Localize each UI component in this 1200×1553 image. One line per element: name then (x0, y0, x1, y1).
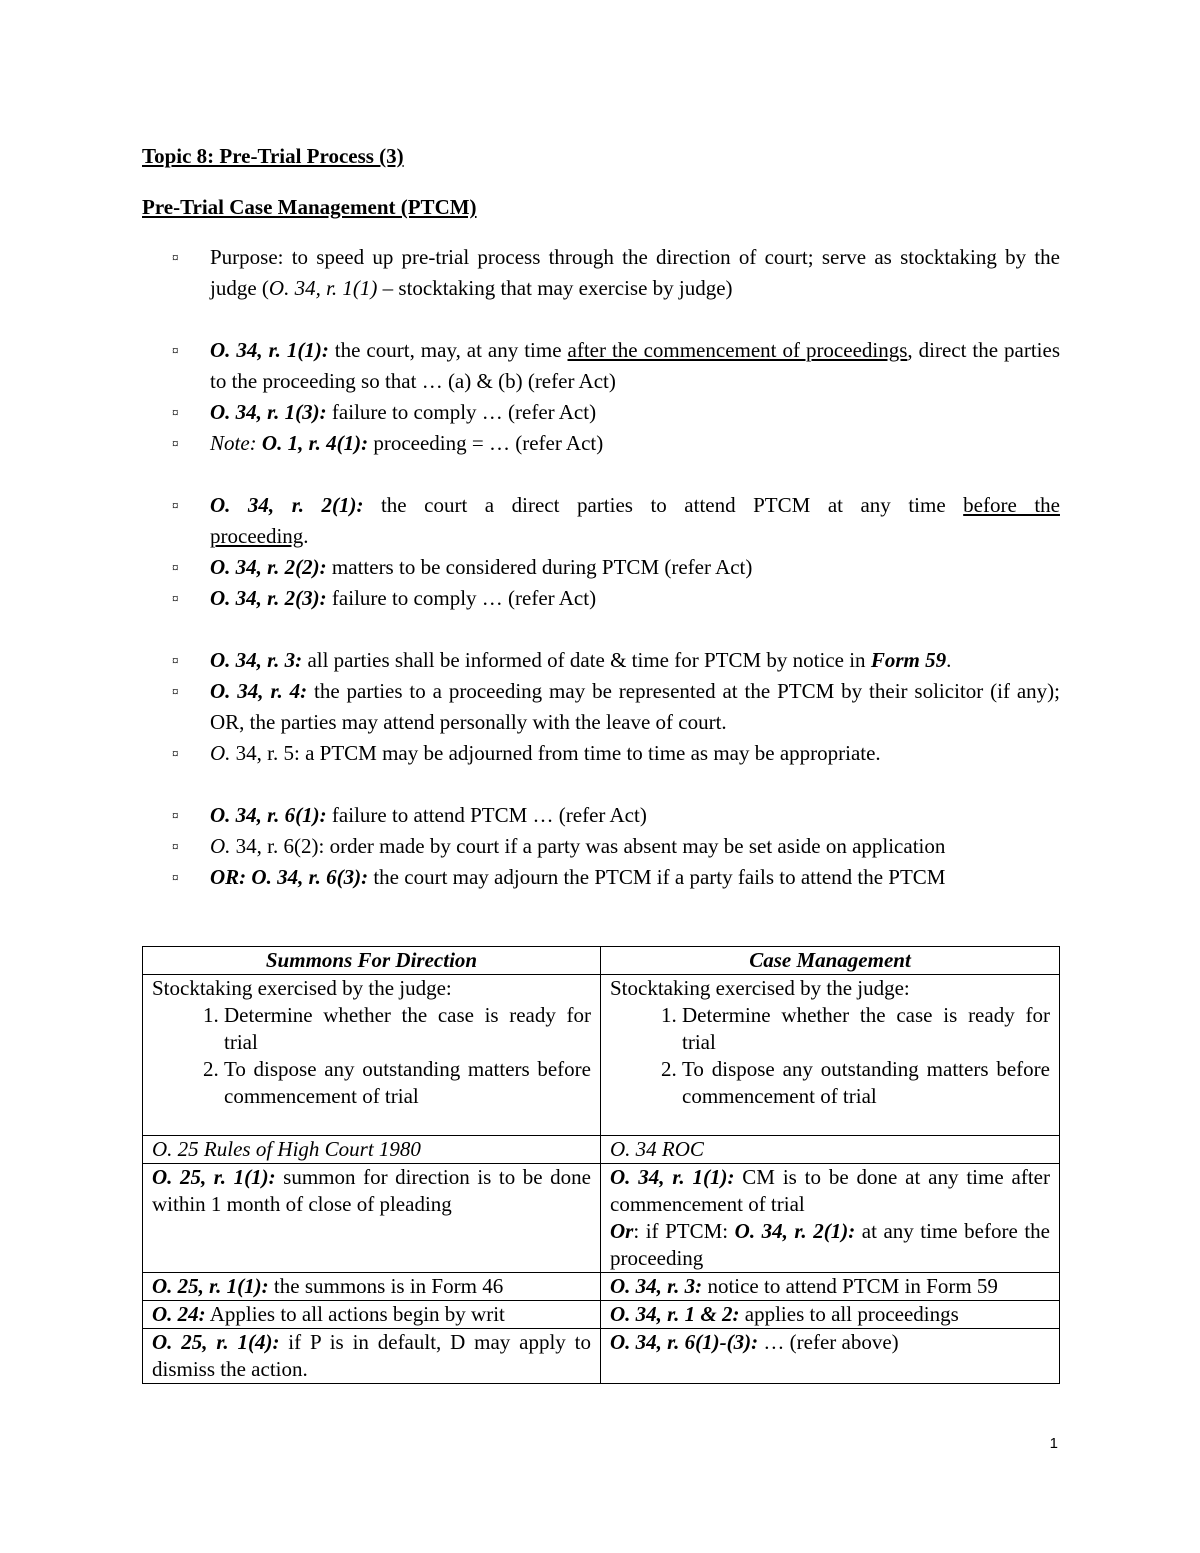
table-cell: O. 34, r. 1(1): CM is to be done at any time after commencement of trial Or: if PTCM: O. 34, r. 2(1): at any time before the proceeding (601, 1164, 1060, 1273)
table-cell: O. 25, r. 1(1): summon for direction is to be done within 1 month of close of pleading (143, 1164, 601, 1273)
bullet-marker-icon: ¤ (172, 343, 179, 358)
table-row (143, 1329, 1060, 1384)
table-cell: Stocktaking exercised by the judge: 1. Determine whether the case is ready for trial 2. To dispose any outstanding matters before commencement of trial (601, 975, 1060, 1136)
bullet-marker-icon: ¤ (172, 839, 179, 854)
list-item: ¤ O. 34, r. 2(2): matters to be considered during PTCM (refer Act) (172, 552, 1060, 583)
table-cell: O. 24: Applies to all actions begin by writ (143, 1301, 601, 1329)
list-item: ¤ O. 34, r. 1(3): failure to comply … (refer Act) (172, 397, 1060, 428)
bullet-marker-icon: ¤ (172, 498, 179, 513)
table-cell: O. 25, r. 1(4): if P is in default, D may apply to dismiss the action. (143, 1329, 601, 1384)
bullet-marker-icon: ¤ (172, 684, 179, 699)
table-cell: O. 34, r. 6(1)-(3): … (refer above) (601, 1329, 1060, 1384)
comparison-table (142, 946, 1060, 1384)
table-row (143, 1136, 1060, 1164)
page-number: 1 (1049, 1435, 1058, 1452)
table-cell: O. 25 Rules of High Court 1980 (143, 1136, 601, 1164)
bullet-marker-icon: ¤ (172, 436, 179, 451)
list-item: ¤ Purpose: to speed up pre-trial process through the direction of court; serve as stocktaking by the judge (O. 34, r. 1(1) – stocktaking that may exercise by judge) (172, 242, 1060, 304)
list-item: ¤ O. 34, r. 2(1): the court a direct parties to attend PTCM at any time before the proceeding. (172, 490, 1060, 552)
table-row (143, 1273, 1060, 1301)
ptcm-bullet-list (172, 242, 1060, 893)
bullet-marker-icon: ¤ (172, 653, 179, 668)
numbered-list: 1. Determine whether the case is ready for trial 2. To dispose any outstanding matters before commencement of trial (152, 1002, 591, 1110)
table-row (143, 975, 1060, 1136)
list-item: ¤ Note: O. 1, r. 4(1): proceeding = … (refer Act) (172, 428, 1060, 459)
column-header: Case Management (601, 947, 1060, 975)
table-cell: O. 34, r. 3: notice to attend PTCM in Form 59 (601, 1273, 1060, 1301)
list-item: ¤ O. 34, r. 4: the parties to a proceeding may be represented at the PTCM by their solicitor (if any); OR, the parties may attend personally with the leave of court. (172, 676, 1060, 738)
bullet-marker-icon: ¤ (172, 808, 179, 823)
table-cell: O. 34, r. 1 & 2: applies to all proceedings (601, 1301, 1060, 1329)
table-row (143, 1301, 1060, 1329)
bullet-marker-icon: ¤ (172, 591, 179, 606)
list-item: ¤ O. 34, r. 2(3): failure to comply … (refer Act) (172, 583, 1060, 614)
bullet-marker-icon: ¤ (172, 560, 179, 575)
list-item: ¤ O. 34, r. 6(1): failure to attend PTCM … (refer Act) (172, 800, 1060, 831)
list-item: ¤ O. 34, r. 3: all parties shall be informed of date & time for PTCM by notice in Form 59. (172, 645, 1060, 676)
column-header: Summons For Direction (143, 947, 601, 975)
bullet-marker-icon: ¤ (172, 746, 179, 761)
bullet-marker-icon: ¤ (172, 870, 179, 885)
bullet-marker-icon: ¤ (172, 405, 179, 420)
table-cell: O. 34 ROC (601, 1136, 1060, 1164)
bullet-marker-icon: ¤ (172, 250, 179, 265)
table-row (143, 1164, 1060, 1273)
list-item: ¤ OR: O. 34, r. 6(3): the court may adjourn the PTCM if a party fails to attend the PTCM (172, 862, 1060, 893)
table-cell: Stocktaking exercised by the judge: 1. Determine whether the case is ready for trial 2. To dispose any outstanding matters before commencement of trial (143, 975, 601, 1136)
list-item: ¤ O. 34, r. 5: a PTCM may be adjourned from time to time as may be appropriate. (172, 738, 1060, 769)
section-heading: Pre-Trial Case Management (PTCM) (142, 195, 477, 219)
list-item: ¤ O. 34, r. 1(1): the court, may, at any time after the commencement of proceedings, direct the parties to the proceeding so that … (a) & (b) (refer Act) (172, 335, 1060, 397)
page-title: Topic 8: Pre-Trial Process (3) (142, 144, 404, 168)
table-cell: O. 25, r. 1(1): the summons is in Form 46 (143, 1273, 601, 1301)
table-header-row (143, 947, 1060, 975)
numbered-list: 1. Determine whether the case is ready for trial 2. To dispose any outstanding matters before commencement of trial (610, 1002, 1050, 1110)
list-item: ¤ O. 34, r. 6(2): order made by court if a party was absent may be set aside on application (172, 831, 1060, 862)
